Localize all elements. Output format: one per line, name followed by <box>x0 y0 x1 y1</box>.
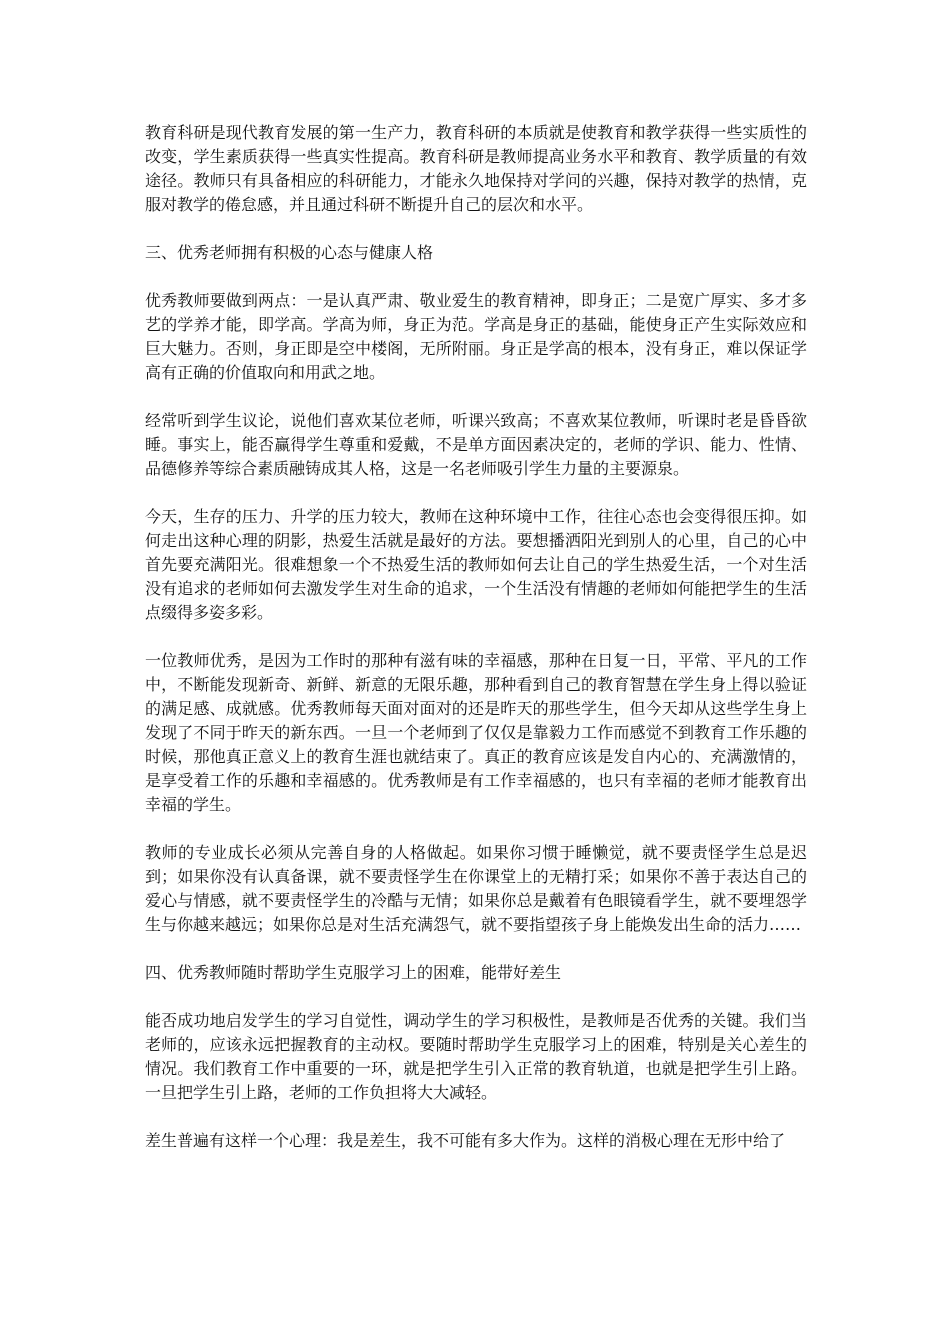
paragraph-guide-students: 能否成功地启发学生的学习自觉性，调动学生的学习积极性，是教师是否优秀的关键。我们当老师的，应该永远把握教育的主动权。要随时帮助学生克服学习上的困难，特别是关心差生的情况。我们教育工作中重要的一环，就是把学生引入正常的教育轨道，也就是把学生引上路。一旦把学生引上路，老师的工作负担将大大减轻。 <box>145 1011 807 1102</box>
paragraph-student-opinions: 经常听到学生议论，说他们喜欢某位老师，听课兴致高；不喜欢某位教师，听课时老是昏昏欲睡。事实上，能否赢得学生尊重和爱戴，不是单方面因素决定的，老师的学识、能力、性情、品德修养等综合素质融铸成其人格，这是一名老师吸引学生力量的主要源泉。 <box>145 411 807 478</box>
section-heading-4: 四、优秀教师随时帮助学生克服学习上的困难，能带好差生 <box>145 963 562 982</box>
section-heading-3: 三、优秀老师拥有积极的心态与健康人格 <box>145 243 434 262</box>
paragraph-personality: 教师的专业成长必须从完善自身的人格做起。如果你习惯于睡懒觉，就不要责怪学生总是迟到；如果你没有认真备课，就不要责怪学生在你课堂上的无精打采；如果你不善于表达自己的爱心与情感，就不要责怪学生的冷酷与无情；如果你总是戴着有色眼镜看学生，就不要埋怨学生与你越来越远；如果你总是对生活充满怨气，就不要指望孩子身上能焕发出生命的活力…… <box>145 843 807 934</box>
document-body <box>145 121 807 1177</box>
paragraph-weak-students: 差生普遍有这样一个心理：我是差生，我不可能有多大作为。这样的消极心理在无形中给了 <box>145 1131 786 1150</box>
paragraph-love-life: 今天，生存的压力、升学的压力较大，教师在这种环境中工作，往往心态也会变得很压抑。如何走出这种心理的阴影，热爱生活就是最好的方法。要想播洒阳光到别人的心里，自己的心中首先要充满阳光。很难想象一个不热爱生活的教师如何去让自己的学生热爱生活，一个对生活没有追求的老师如何去激发学生对生命的追求，一个生活没有情趣的老师如何能把学生的生活点缀得多姿多彩。 <box>145 507 807 622</box>
paragraph-two-points: 优秀教师要做到两点：一是认真严肃、敬业爱生的教育精神，即身正；二是宽广厚实、多才多艺的学养才能，即学高。学高为师，身正为范。学高是身正的基础，能使身正产生实际效应和巨大魅力。否则，身正即是空中楼阁，无所附丽。身正是学高的根本，没有身正，难以保证学高有正确的价值取向和用武之地。 <box>145 291 807 382</box>
paragraph-research: 教育科研是现代教育发展的第一生产力，教育科研的本质就是使教育和教学获得一些实质性的改变，学生素质获得一些真实性提高。教育科研是教师提高业务水平和教育、教学质量的有效途径。教师只有具备相应的科研能力，才能永久地保持对学问的兴趣，保持对教学的热情，克服对教学的倦怠感，并且通过科研不断提升自己的层次和水平。 <box>145 123 807 214</box>
paragraph-happiness: 一位教师优秀，是因为工作时的那种有滋有味的幸福感，那种在日复一日，平常、平凡的工作中，不断能发现新奇、新鲜、新意的无限乐趣，那种看到自己的教育智慧在学生身上得以验证的满足感、成就感。优秀教师每天面对面对的还是昨天的那些学生，但今天却从这些学生身上发现了不同于昨天的新东西。一旦一个老师到了仅仅是靠毅力工作而感觉不到教育工作乐趣的时候，那他真正意义上的教育生涯也就结束了。真正的教育应该是发自内心的、充满激情的，是享受着工作的乐趣和幸福感的。优秀教师是有工作幸福感的，也只有幸福的老师才能教育出幸福的学生。 <box>145 651 807 814</box>
